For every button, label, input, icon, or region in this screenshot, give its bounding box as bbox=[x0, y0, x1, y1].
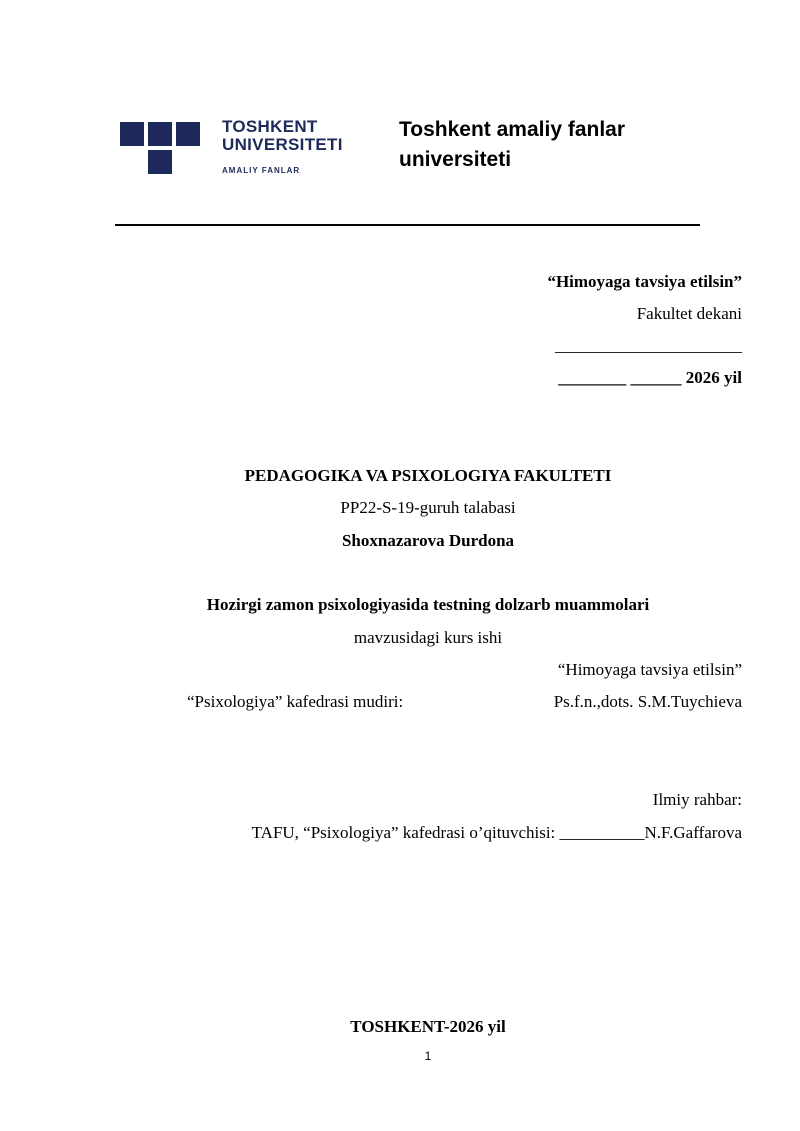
approval-signature-line: ______________________ bbox=[555, 336, 742, 355]
logo-wordmark bbox=[222, 118, 343, 175]
faculty-name: PEDAGOGIKA VA PSIXOLOGIYA FAKULTETI bbox=[244, 466, 612, 485]
supervisor-label: Ilmiy rahbar: bbox=[652, 790, 742, 809]
university-title-line-2: universiteti bbox=[399, 148, 512, 171]
logo-line-3: AMALIY FANLAR bbox=[222, 166, 301, 175]
university-title bbox=[399, 115, 625, 175]
page-number: 1 bbox=[424, 1049, 432, 1063]
department-head-label: “Psixologiya” kafedrasi mudiri: bbox=[187, 692, 404, 711]
approval-title: “Himoyaga tavsiya etilsin” bbox=[547, 272, 742, 291]
logo-line-2: UNIVERSITETI bbox=[222, 135, 343, 154]
course-work-topic: Hozirgi zamon psixologiyasida testning dolzarb muammolari bbox=[206, 595, 650, 614]
department-head-name: Ps.f.n.,dots. S.M.Tuychieva bbox=[553, 692, 742, 711]
approval-date-line: ________ ______ 2026 yil bbox=[558, 368, 742, 387]
city-year: TOSHKENT-2026 yil bbox=[350, 1017, 506, 1036]
logo-line-1: TOSHKENT bbox=[222, 117, 318, 136]
university-title-line-1: Toshkent amaliy fanlar bbox=[399, 118, 626, 141]
student-group: PP22-S-19-guruh talabasi bbox=[340, 498, 516, 517]
course-work-type: mavzusidagi kurs ishi bbox=[353, 628, 503, 647]
approval-role: Fakultet dekani bbox=[636, 304, 742, 323]
department-recommendation: “Himoyaga tavsiya etilsin” bbox=[557, 660, 742, 679]
header-divider bbox=[115, 224, 700, 226]
student-name: Shoxnazarova Durdona bbox=[341, 531, 515, 550]
supervisor-line: TAFU, “Psixologiya” kafedrasi o’qituvchisi: __________N.F.Gaffarova bbox=[251, 823, 742, 842]
